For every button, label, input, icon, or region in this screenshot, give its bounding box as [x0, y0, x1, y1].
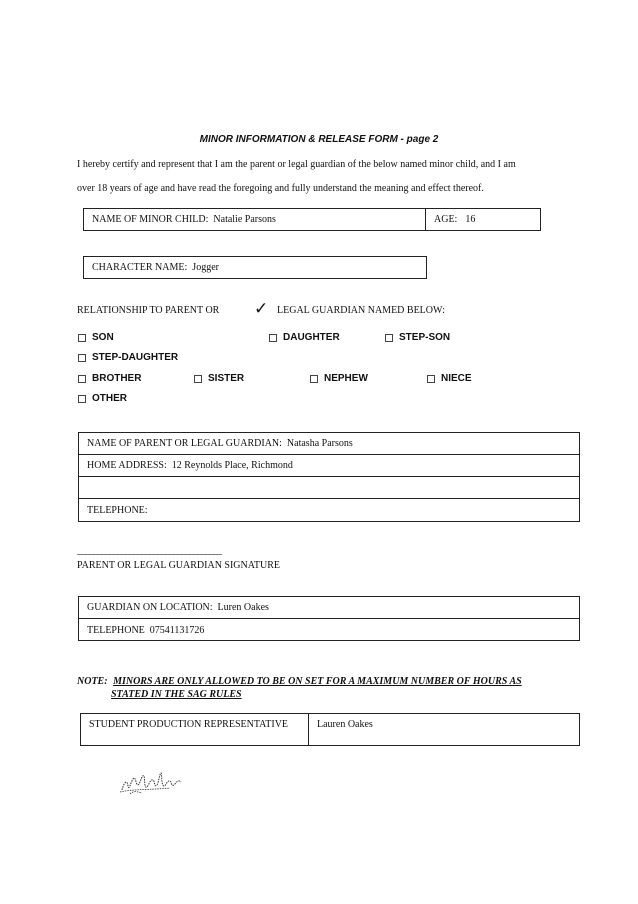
- character-name-label: CHARACTER NAME:: [92, 262, 188, 273]
- checkbox-step-daughter-label: STEP-DAUGHTER: [92, 352, 179, 363]
- parent-telephone-label: TELEPHONE:: [87, 504, 148, 516]
- minor-name-cell[interactable]: [84, 209, 426, 230]
- character-name-value: Jogger: [192, 262, 219, 273]
- checkbox-step-son-label: STEP-SON: [399, 332, 451, 343]
- check-mark-icon: ✓: [254, 299, 269, 319]
- guardian-telephone-value: 07541131726: [149, 624, 205, 636]
- home-address-value: 12 Reynolds Place, Richmond: [171, 460, 293, 471]
- form-title: MINOR INFORMATION & RELEASE FORM - page 2: [199, 134, 439, 145]
- checkbox-square-icon: [78, 375, 86, 383]
- relationship-label-left: RELATIONSHIP TO PARENT OR: [77, 305, 220, 316]
- guardian-on-location-box: [78, 596, 580, 641]
- guardian-telephone-row[interactable]: [79, 619, 579, 641]
- minor-age-label: AGE:: [434, 214, 458, 225]
- checkbox-square-icon: [269, 334, 277, 342]
- signature-line[interactable]: ____________________________________: [77, 545, 221, 556]
- checkbox-brother[interactable]: [78, 373, 141, 384]
- character-name-box[interactable]: [83, 256, 427, 279]
- checkbox-nephew-label: NEPHEW: [324, 373, 368, 384]
- parent-telephone-row[interactable]: [79, 499, 579, 521]
- checkbox-other[interactable]: [78, 393, 127, 404]
- home-address-label: HOME ADDRESS:: [87, 460, 167, 471]
- character-name-cell: [84, 257, 426, 278]
- checkbox-square-icon: [427, 375, 435, 383]
- checkbox-son-label: SON: [92, 332, 114, 343]
- handwritten-signature-icon: [118, 770, 192, 796]
- checkbox-square-icon: [310, 375, 318, 383]
- representative-value: Lauren Oakes: [317, 719, 373, 730]
- note-line-1: MINORS ARE ONLY ALLOWED TO BE ON SET FOR A MAXIMUM NUMBER OF HOURS AS: [113, 676, 522, 687]
- guardian-on-location-label: GUARDIAN ON LOCATION:: [87, 602, 213, 613]
- certification-line-2: over 18 years of age and have read the foregoing and fully understand the meaning and effect thereof.: [77, 183, 484, 194]
- representative-value-cell[interactable]: [309, 714, 579, 745]
- checkbox-other-label: OTHER: [92, 393, 127, 404]
- sag-note: [77, 676, 522, 687]
- checkbox-sister-label: SISTER: [208, 373, 245, 384]
- checkbox-brother-label: BROTHER: [92, 373, 142, 384]
- note-line-2: STATED IN THE SAG RULES: [111, 689, 242, 700]
- certification-line-1: I hereby certify and represent that I am the parent or legal guardian of the below named minor child, and I am: [77, 159, 516, 170]
- home-address-line-2-row[interactable]: [79, 477, 579, 499]
- minor-name-label: NAME OF MINOR CHILD:: [92, 214, 209, 225]
- checkbox-niece-label: NIECE: [441, 373, 472, 384]
- checkbox-niece[interactable]: [427, 373, 472, 384]
- minor-age-value: 16: [465, 214, 476, 225]
- minor-age-cell[interactable]: [426, 209, 540, 230]
- checkbox-son[interactable]: [78, 332, 114, 343]
- checkbox-square-icon: [78, 395, 86, 403]
- parent-info-box: [78, 432, 580, 522]
- checkbox-daughter-label: DAUGHTER: [283, 332, 340, 343]
- representative-label-cell: [81, 714, 309, 745]
- checkbox-square-icon: [385, 334, 393, 342]
- checkbox-square-icon: [194, 375, 202, 383]
- checkbox-nephew[interactable]: [310, 373, 368, 384]
- checkbox-square-icon: [78, 354, 86, 362]
- representative-box: [80, 713, 580, 746]
- minor-info-box: [83, 208, 541, 231]
- guardian-on-location-value: Luren Oakes: [217, 602, 269, 613]
- checkbox-sister[interactable]: [194, 373, 244, 384]
- checkbox-step-son[interactable]: [385, 332, 450, 343]
- note-prefix: NOTE:: [77, 676, 108, 687]
- certification-statement: [77, 153, 577, 201]
- checkbox-step-daughter[interactable]: [78, 352, 178, 363]
- guardian-on-location-row[interactable]: [79, 597, 579, 619]
- parent-name-row[interactable]: [79, 433, 579, 455]
- minor-name-value: Natalie Parsons: [213, 214, 276, 225]
- representative-label: STUDENT PRODUCTION REPRESENTATIVE: [89, 719, 289, 730]
- checkbox-daughter[interactable]: [269, 332, 340, 343]
- parent-name-label: NAME OF PARENT OR LEGAL GUARDIAN:: [87, 438, 282, 449]
- signature-label: PARENT OR LEGAL GUARDIAN SIGNATURE: [77, 560, 280, 571]
- guardian-telephone-label: TELEPHONE: [87, 624, 145, 636]
- home-address-row[interactable]: [79, 455, 579, 477]
- relationship-label-right: LEGAL GUARDIAN NAMED BELOW:: [277, 305, 445, 316]
- checkbox-square-icon: [78, 334, 86, 342]
- parent-name-value: Natasha Parsons: [286, 438, 353, 449]
